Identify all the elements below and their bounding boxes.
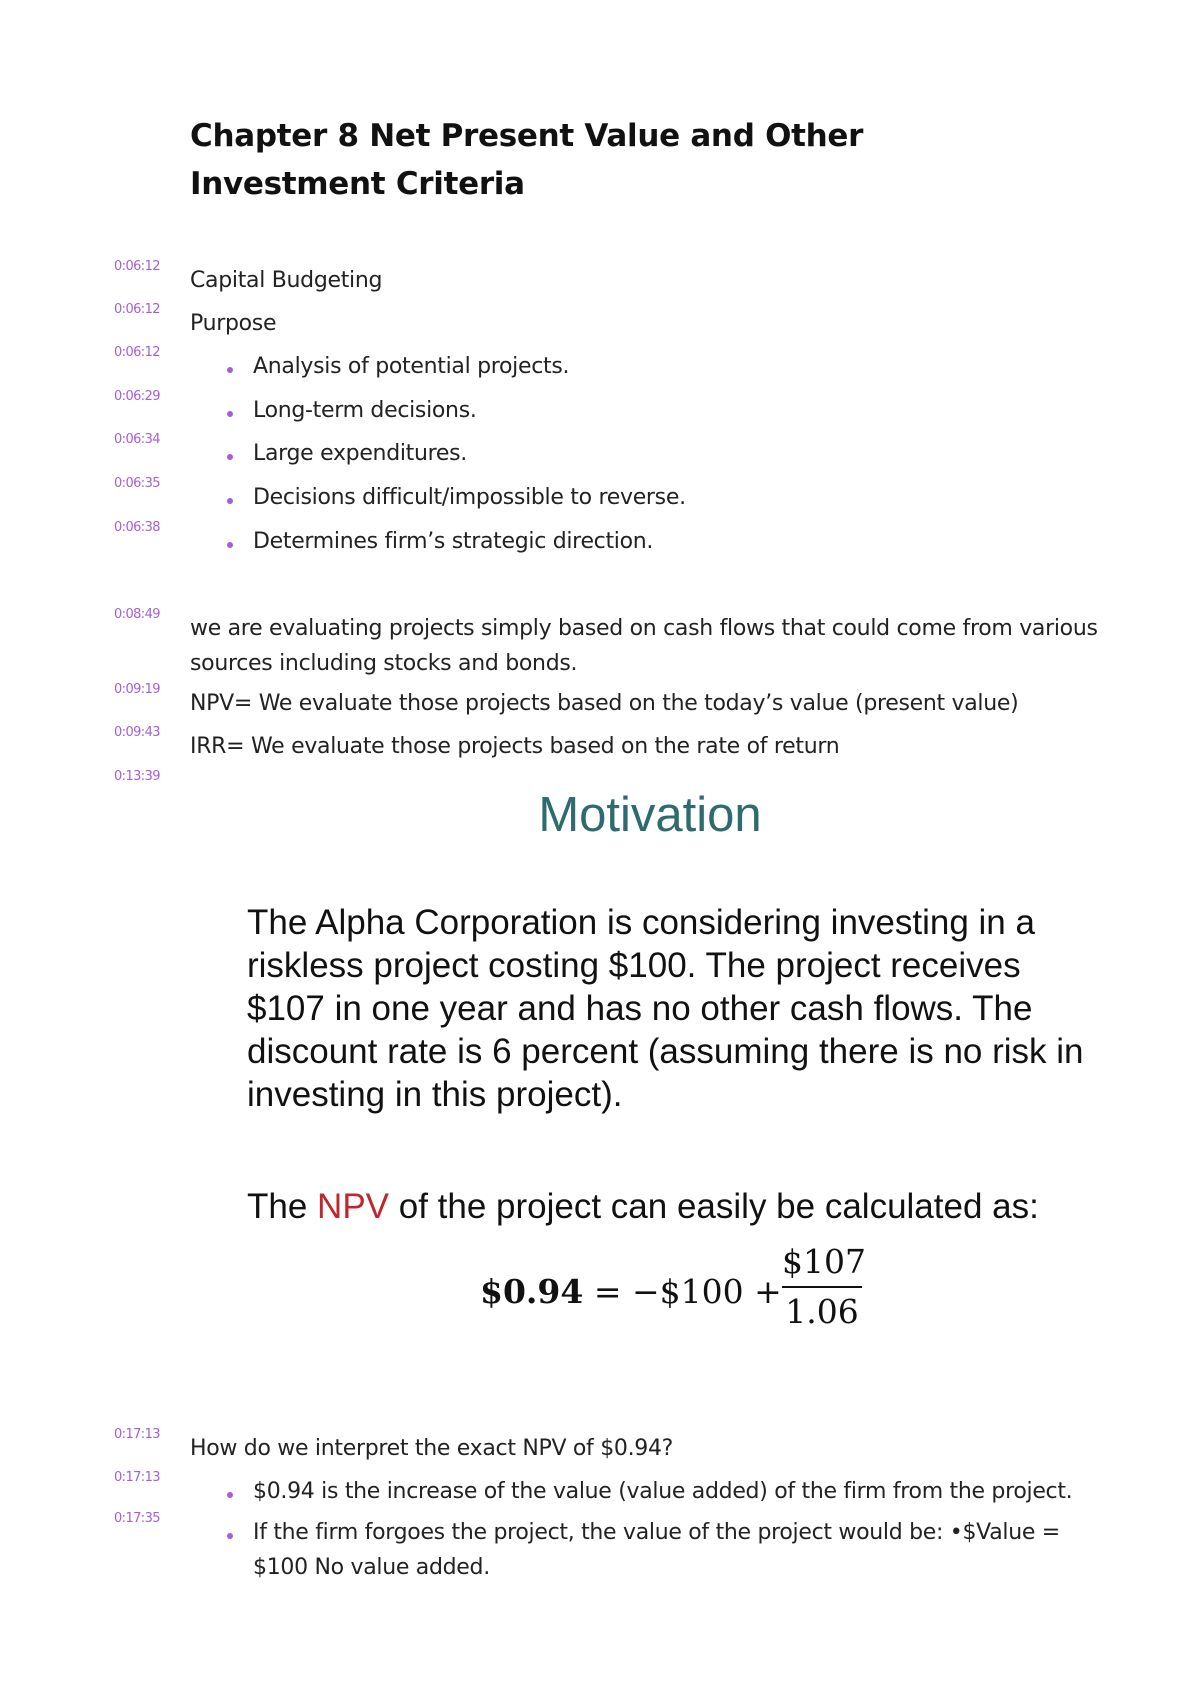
page-title [190,112,950,208]
timestamp-link[interactable]: 0:06:12 [114,302,160,317]
timestamp-link[interactable]: 0:06:12 [114,345,160,360]
timestamp-link[interactable]: 0:06:29 [114,389,160,404]
bullet-dot-icon [227,1533,233,1539]
note-text: NPV= We evaluate those projects based on the today’s value (present value) [190,691,1019,716]
page-title-line-1: Chapter 8 Net Present Value and Other [190,118,864,154]
bullet-text: Analysis of potential projects. [253,354,570,379]
bullet-text: If the firm forgoes the project, the value of the project would be: •$Value = $100 No value added. [253,1520,1060,1580]
timestamp-link[interactable]: 0:09:19 [114,682,160,697]
note-text: How do we interpret the exact NPV of $0.94? [190,1436,674,1461]
slide-npv-sentence [247,1185,1097,1228]
timestamp-link[interactable]: 0:17:35 [114,1511,160,1526]
formula-result: $0.94 [480,1272,584,1311]
bullet-dot-icon [227,411,233,417]
bullet-text: $0.94 is the increase of the value (value added) of the firm from the project. [253,1479,1073,1504]
npv-sentence-end: of the project can easily be calculated as: [389,1187,1039,1226]
timestamp-link[interactable]: 0:09:43 [114,725,160,740]
bullet-dot-icon [227,454,233,460]
timestamp-link[interactable]: 0:06:35 [114,476,160,491]
bullet-text: Decisions difficult/impossible to reverse. [253,485,686,510]
timestamp-link[interactable]: 0:17:13 [114,1427,160,1442]
slide-image [230,775,1110,1335]
formula-rhs: = −$100 + [583,1272,782,1311]
timestamp-link[interactable]: 0:13:39 [114,769,160,784]
note-heading: Purpose [190,311,277,336]
fraction-bar [782,1286,862,1288]
formula-denominator: 1.06 [785,1292,859,1331]
timestamp-link[interactable]: 0:08:49 [114,607,160,622]
timestamp-link[interactable]: 0:06:38 [114,520,160,535]
bullet-dot-icon [227,542,233,548]
page-title-line-2: Investment Criteria [190,166,525,202]
formula-lhs [480,1272,782,1311]
note-heading: Capital Budgeting [190,268,383,293]
bullet-dot-icon [227,498,233,504]
note-text: we are evaluating projects simply based on cash flows that could come from various sources including stocks and bonds. [190,616,1098,676]
note-text: IRR= We evaluate those projects based on the rate of return [190,734,840,759]
formula-numerator: $107 [782,1242,866,1281]
bullet-text: Long-term decisions. [253,398,477,423]
bullet-dot-icon [227,1492,233,1498]
bullet-dot-icon [227,367,233,373]
bullet-text: Large expenditures. [253,441,467,466]
timestamp-link[interactable]: 0:06:12 [114,259,160,274]
npv-highlight: NPV [317,1187,390,1226]
slide-title: Motivation [538,788,762,842]
npv-formula [480,1240,900,1340]
timestamp-link[interactable]: 0:17:13 [114,1470,160,1485]
timestamp-link[interactable]: 0:06:34 [114,432,160,447]
bullet-text: Determines firm’s strategic direction. [253,529,654,554]
formula-fraction [782,1240,866,1334]
slide-paragraph: The Alpha Corporation is considering investing in a riskless project costing $100. The project receives $107 in one year and has no other cash flows. The discount rate is 6 percent (assuming there is no risk in investing in this project). [247,903,1084,1114]
npv-sentence-start: The [247,1187,318,1226]
